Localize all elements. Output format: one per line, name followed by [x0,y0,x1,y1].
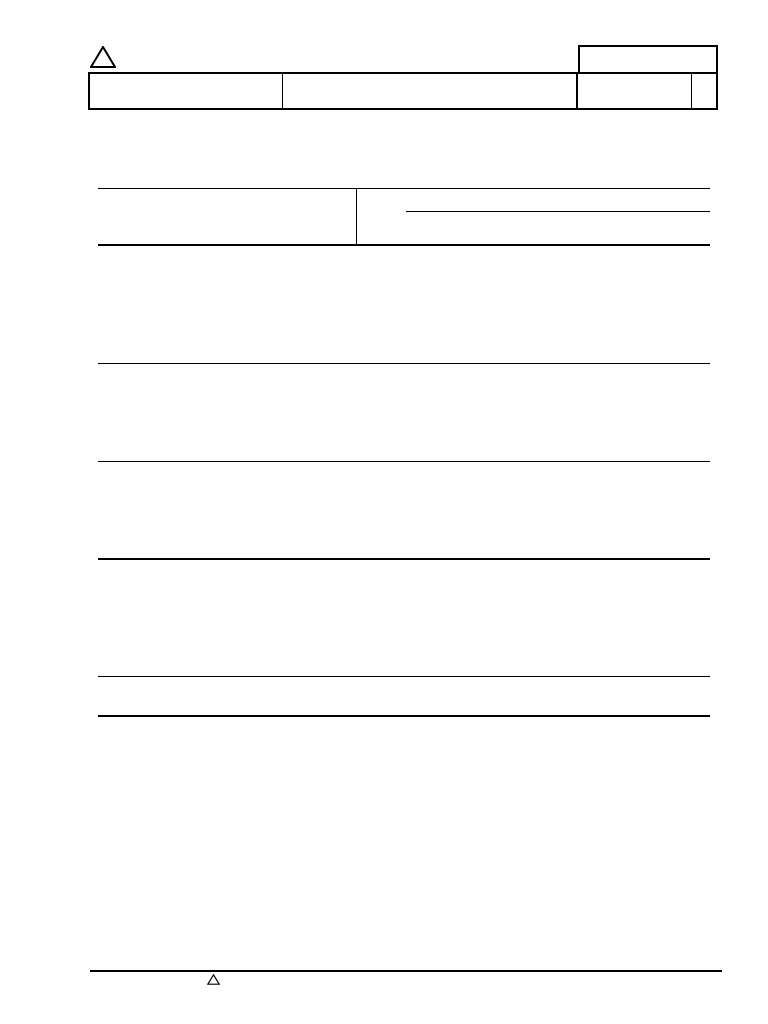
unit-column-rule-hidden [356,188,357,246]
footer-triangle-icon [207,974,220,985]
group-header-row [98,247,710,267]
table-row [98,266,710,286]
table-row [98,286,710,306]
table-row [98,579,710,599]
table-row [98,481,710,501]
table-row [98,598,710,618]
triangle-logo-icon [90,46,116,68]
table-row [98,344,710,364]
table-row [98,540,710,560]
title-bar [88,72,718,110]
table-row [98,696,710,716]
group-header-row [98,559,710,579]
table-top-rule [98,188,710,189]
table-row [98,657,710,677]
table-row [98,520,710,540]
table-row [98,501,710,521]
section-name [90,74,283,108]
table-bottom-rule [98,715,710,717]
table-row [98,618,710,638]
footer-divider [90,970,722,972]
sheet-no-cell [578,74,692,108]
table-row [98,638,710,658]
table-row [98,383,710,403]
table-row [98,403,710,423]
table-row [98,305,710,325]
footer-company [207,974,220,985]
page-cell [692,74,718,108]
engine-model [578,45,718,72]
table-row [98,325,710,345]
group-header-row [98,677,710,697]
table-row [98,442,710,462]
group-header-row [98,462,710,482]
load-header-rule [406,211,710,212]
group-header-row [98,364,710,384]
table-row [98,422,710,442]
hyundai-logo [90,44,117,70]
document-title [283,74,578,108]
